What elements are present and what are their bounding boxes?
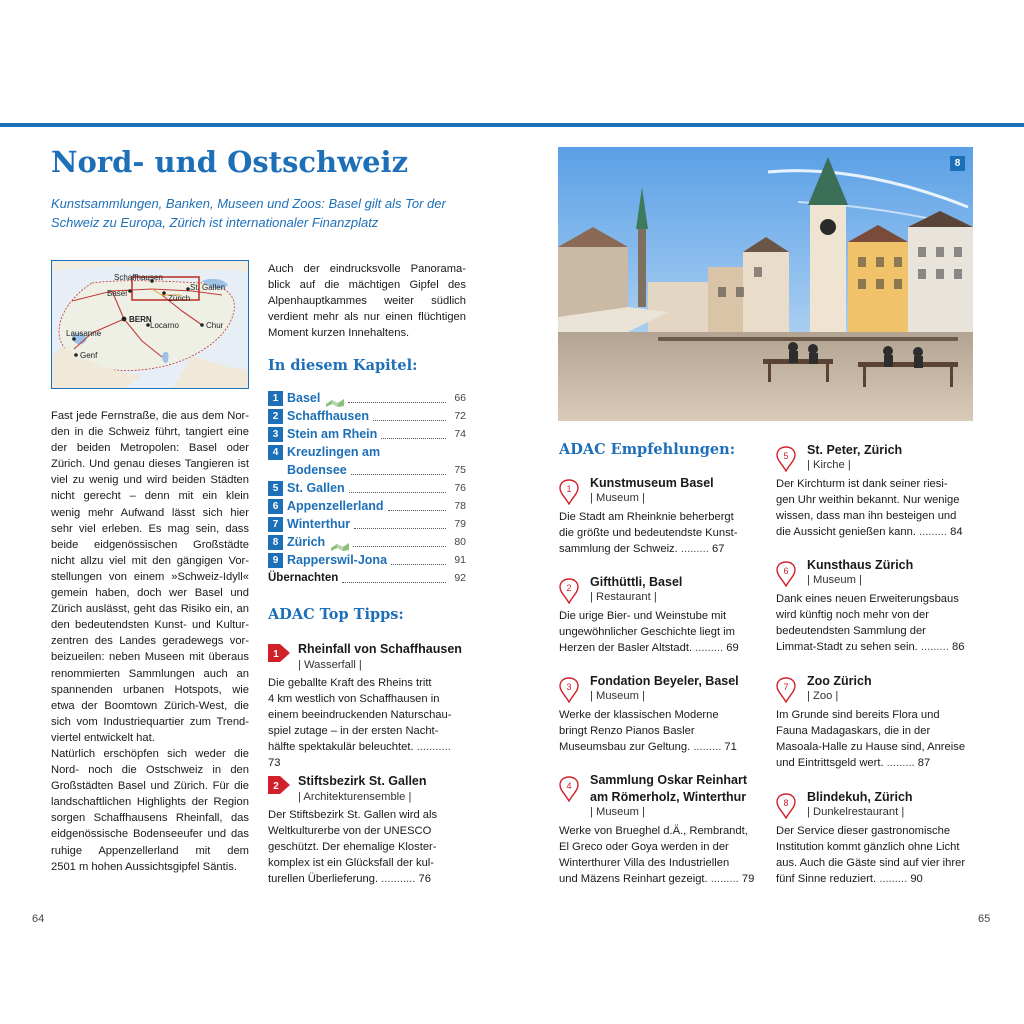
recommendation-title: Fondation Beyeler, Basel — [590, 674, 739, 688]
chapter-item-4-cont[interactable] — [268, 462, 466, 479]
body-line: landschaftlichen Highlights der Region — [51, 796, 249, 809]
zurich-photo — [558, 147, 973, 421]
desc-text: fünf Sinne reduziert. — [776, 873, 877, 886]
dot-leader: ......... — [690, 741, 725, 754]
recommendation-page: 71 — [724, 741, 737, 754]
desc-line — [776, 855, 974, 871]
map-label-st-gallen: St. Gallen — [190, 283, 226, 292]
top-tip-page: 73 — [268, 757, 281, 770]
chapter-item-page: 76 — [454, 482, 466, 494]
photo-location-badge: 8 — [950, 156, 965, 171]
recommendations-heading: ADAC Empfehlungen: — [559, 441, 736, 458]
body-line: viel zu wenig und wird beiden Städten — [51, 474, 249, 487]
desc-line — [776, 492, 974, 508]
desc-text: die Aussicht genießen kann. — [776, 526, 916, 539]
dot-leader — [388, 510, 446, 511]
chapter-item-7[interactable] — [268, 516, 466, 533]
location-pin-icon — [559, 479, 579, 505]
chapter-item-2[interactable] — [268, 408, 466, 425]
chapter-item-page: 91 — [454, 554, 466, 566]
dot-leader: ........... — [378, 873, 419, 886]
body-line: wenig mehr Aufwand lässt sich hier — [51, 506, 249, 519]
intro-text — [51, 408, 249, 875]
map-label-chur: Chur — [206, 321, 224, 330]
desc-line — [776, 623, 974, 639]
body-line: beizueilen: neben Museen mit überaus — [51, 651, 249, 664]
desc-text: Die urige Bier- und Weinstube mit — [559, 610, 727, 622]
desc-line — [776, 823, 974, 839]
recommendation-title: St. Peter, Zürich — [807, 443, 903, 457]
map-label-bern: BERN — [129, 315, 152, 324]
body-line: spannenden urbanen Hotspots, wie — [51, 683, 249, 696]
body-line: der beiden Metropolen: Basel oder — [51, 442, 249, 455]
top-tips-heading: ADAC Top Tipps: — [268, 606, 404, 623]
chapter-heading: In diesem Kapitel: — [268, 357, 418, 374]
chapter-item-4[interactable] — [268, 444, 466, 461]
chapter-item-page: 80 — [454, 536, 466, 548]
body-line: gemein haben, doch wer Basel und — [51, 587, 249, 600]
desc-text: Der Kirchturm ist dank seiner riesi- — [776, 478, 948, 490]
top-tip-title: Stiftsbezirk St. Gallen — [298, 774, 427, 788]
desc-text: Winterthurer Villa des Industriellen — [559, 857, 730, 870]
desc-text: Fauna Madagaskars, die in der — [776, 725, 931, 738]
chapter-item-name: Stein am Rhein — [287, 427, 378, 441]
chapter-item-6[interactable] — [268, 498, 466, 515]
recommendation-description — [776, 707, 974, 771]
chapter-item-1[interactable] — [268, 390, 466, 407]
chapter-item-page: 72 — [454, 410, 466, 422]
recommendation-category: | Restaurant | — [590, 591, 657, 603]
chapter-item-page: 79 — [454, 518, 466, 530]
body-line: Großstädten Basel und Zürich. Für die — [51, 780, 249, 793]
map-label-genf: Genf — [80, 351, 98, 360]
recommendation-description — [559, 707, 757, 755]
desc-text: aus. Auch die Gäste sind auf vier ihrer — [776, 857, 966, 870]
svg-text:8: 8 — [783, 798, 789, 808]
recommendation-category: | Museum | — [807, 574, 862, 586]
recommendation-category: | Dunkelrestaurant | — [807, 806, 905, 818]
body-line: Zürich auslässt, geht das Risiko ein, an — [51, 603, 249, 616]
desc-text: Werke von Brueghel d.Ä., Rembrandt, — [559, 825, 748, 837]
body-line: viertel entwickelt hat. — [51, 731, 155, 744]
top-tip-category: | Wasserfall | — [298, 659, 362, 671]
desc-line — [559, 707, 757, 723]
chapter-item-name: Schaffhausen — [287, 409, 369, 423]
chapter-item-name: St. Gallen — [287, 481, 345, 495]
body-line: den bedeutendsten Kunst- und Kultur- — [51, 619, 249, 632]
desc-line — [776, 739, 974, 755]
body-line: Natürlich erschöpfen sich weder die — [51, 747, 249, 760]
body-line: den in die Schweiz führt, tangiert eine — [51, 426, 249, 439]
desc-text: 4 km westlich von Schaffhausen in — [268, 693, 440, 706]
desc-line — [559, 624, 757, 640]
desc-line — [776, 871, 974, 887]
dot-leader: ........... — [413, 741, 451, 754]
dot-leader: ......... — [915, 526, 951, 539]
location-pin-icon — [559, 578, 579, 604]
desc-text: Werke der klassischen Moderne — [559, 709, 719, 721]
desc-text: wissen, dass man ihn besteigen und — [776, 510, 957, 523]
desc-text: spiel zutage – in der ersten Nacht- — [268, 725, 439, 738]
desc-line — [776, 524, 974, 540]
dot-leader — [354, 528, 446, 529]
zurich-photo-icon — [558, 147, 973, 421]
desc-text: Dank eines neuen Erweiterungsbaus — [776, 593, 959, 605]
desc-text: ungewöhnlicher Geschichte liegt im — [559, 626, 735, 639]
top-tip-title: Rheinfall von Schaffhausen — [298, 642, 462, 656]
dot-leader — [342, 582, 446, 583]
svg-text:5: 5 — [783, 451, 789, 461]
desc-line — [268, 691, 466, 707]
svg-text:1: 1 — [566, 484, 572, 494]
body-line: sehr viel erleben. Es mag sein, dass — [51, 522, 249, 535]
chapter-item-9[interactable] — [268, 552, 466, 569]
location-pin-icon — [776, 793, 796, 819]
chapter-item-number: 3 — [268, 427, 283, 442]
desc-text: Masoala-Halle zu Hause sind, Anreise — [776, 741, 966, 754]
desc-line — [559, 739, 757, 755]
chapter-item-name: Appenzellerland — [287, 499, 384, 513]
chapter-item-number: 4 — [268, 445, 283, 460]
desc-text: und Mäzens Reinhart gezeigt. — [559, 873, 708, 886]
chapter-item-name: Übernachten — [268, 572, 339, 584]
recommendation-page: 69 — [726, 642, 739, 655]
dot-leader: ......... — [876, 873, 911, 886]
recommendation-category: | Kirche | — [807, 459, 851, 471]
location-pin-icon — [776, 561, 796, 587]
desc-text: Limmat-Stadt zu sehen sein. — [776, 641, 918, 654]
dot-leader — [373, 420, 446, 421]
page-number-right: 65 — [978, 913, 991, 925]
chapter-item-page: 92 — [454, 572, 466, 584]
desc-line — [268, 823, 466, 839]
dot-leader: ......... — [692, 642, 727, 655]
desc-text: Der Service dieser gastronomische — [776, 825, 951, 837]
top-tip-arrow-icon — [268, 772, 290, 798]
recommendation-title: Zoo Zürich — [807, 674, 872, 688]
top-tip-arrow-icon — [268, 640, 290, 666]
chapter-item-3[interactable] — [268, 426, 466, 443]
recommendation-title: Gifthüttli, Basel — [590, 575, 683, 589]
chapter-item-number: 1 — [268, 391, 283, 406]
top-tip-page: 76 — [418, 873, 431, 886]
desc-line — [559, 608, 757, 624]
top-tip-description — [268, 675, 466, 772]
chapter-item-name-line2: Bodensee — [287, 463, 347, 477]
location-pin-icon — [776, 677, 796, 703]
map-label-schaffhausen: Schaffhausen — [114, 273, 163, 282]
desc-text: Museumsbau zur Geltung. — [559, 741, 691, 754]
svg-text:6: 6 — [783, 566, 789, 576]
desc-line — [268, 723, 466, 739]
desc-text: und Eintrittsgeld wert. — [776, 757, 884, 770]
chapter-item-number: 6 — [268, 499, 283, 514]
chapter-item-page: 66 — [454, 392, 466, 404]
desc-line — [776, 508, 974, 524]
desc-text: Institution kommt gänzlich ohne Licht — [776, 841, 960, 854]
recommendation-description — [776, 823, 974, 887]
location-pin-icon — [559, 677, 579, 703]
body-line: Moment kurzen Innehaltens. — [268, 327, 410, 340]
dot-leader — [391, 564, 446, 565]
recommendation-title: Kunstmuseum Basel — [590, 476, 714, 490]
dot-leader: ......... — [707, 873, 742, 886]
desc-line — [268, 871, 466, 887]
svg-text:2: 2 — [273, 781, 279, 792]
intro-text-continued — [268, 261, 466, 341]
dot-leader — [349, 492, 446, 493]
desc-line — [559, 509, 757, 525]
top-accent-bar — [0, 123, 1024, 127]
map-icon — [326, 394, 344, 403]
body-line: verdient mehr als nur einen flüchtigen — [268, 311, 466, 324]
desc-line — [559, 723, 757, 739]
recommendation-category: | Museum | — [590, 690, 645, 702]
desc-text: Der Stiftsbezirk St. Gallen wird als — [268, 809, 438, 821]
body-line: Nord- noch die Ostschweiz in den — [51, 764, 249, 777]
recommendation-title: Blindekuh, Zürich — [807, 790, 913, 804]
dot-leader: ......... — [917, 641, 952, 654]
desc-text: Die geballte Kraft des Rheins tritt — [268, 677, 432, 689]
chapter-item-page: 74 — [454, 428, 466, 440]
desc-line — [559, 541, 757, 557]
desc-text: hälfte spektakulär beleuchtet. — [268, 741, 414, 754]
map-icon — [331, 538, 349, 547]
top-tip-category: | Architekturensemble | — [298, 791, 412, 803]
chapter-item-8[interactable] — [268, 534, 466, 551]
body-line: etwa der Boomtown Zürich-West, die — [51, 699, 249, 712]
body-line: Alpenhauptkammes weiter südlich — [268, 295, 466, 308]
dot-leader — [381, 438, 446, 439]
body-line: Zürich. Und genau dieses Tangieren ist — [51, 458, 249, 471]
map-label-locarno: Locarno — [150, 321, 179, 330]
recommendation-title-line2: am Römerholz, Winterthur — [590, 790, 747, 804]
body-line: sorgen Schaffhausens Rheinfall, das — [51, 812, 249, 825]
location-pin-icon — [776, 446, 796, 472]
chapter-item-uebernachten[interactable] — [268, 570, 466, 587]
desc-line — [776, 607, 974, 623]
desc-text: El Greco oder Goya werden in der — [559, 841, 729, 854]
body-line: 2501 m hohen Aussichtsgipfel Säntis. — [51, 860, 237, 873]
svg-text:2: 2 — [566, 583, 572, 593]
svg-text:7: 7 — [783, 682, 789, 692]
desc-text: die größte und bedeutendste Kunst- — [559, 527, 738, 540]
desc-line — [559, 640, 757, 656]
desc-line — [776, 591, 974, 607]
desc-text: Weltkulturerbe von der UNESCO — [268, 825, 432, 838]
desc-text: Herzen der Basler Altstadt. — [559, 642, 693, 655]
desc-line — [776, 755, 974, 771]
recommendation-page: 67 — [711, 543, 725, 556]
body-line: stellungen von einem »Schweiz-Idyll« — [51, 570, 249, 583]
recommendation-title: Sammlung Oskar Reinhart — [590, 773, 747, 787]
desc-line — [559, 839, 757, 855]
desc-text: turellen Überlieferung. — [268, 873, 379, 886]
desc-line — [559, 823, 757, 839]
body-line: eidgenössische Bodenseeufer und das — [51, 828, 249, 841]
dot-leader — [348, 402, 446, 403]
recommendation-category: | Zoo | — [807, 690, 839, 702]
desc-text: wird künftig noch mehr von der — [776, 609, 929, 622]
svg-text:4: 4 — [566, 781, 572, 791]
desc-text: geschützt. Der ehemalige Kloster- — [268, 841, 437, 854]
body-line: renommierten Sammlungen auch an — [51, 667, 249, 680]
desc-text: Die Stadt am Rheinknie beherbergt — [559, 511, 734, 523]
svg-text:3: 3 — [566, 682, 572, 692]
chapter-item-number: 5 — [268, 481, 283, 496]
chapter-item-name: Winterthur — [287, 517, 351, 531]
desc-line — [776, 723, 974, 739]
recommendation-page: 79 — [741, 873, 755, 886]
desc-line — [268, 707, 466, 723]
recommendation-page: 86 — [951, 641, 965, 654]
desc-text: bedeutendsten Sammlung der — [776, 625, 926, 638]
recommendation-description — [776, 591, 974, 655]
chapter-item-page: 78 — [454, 500, 466, 512]
chapter-item-number: 7 — [268, 517, 283, 532]
desc-line — [268, 807, 466, 823]
desc-line — [268, 739, 466, 771]
recommendation-page: 90 — [910, 873, 923, 886]
body-line: sich vom Industriequartier zum Trend- — [51, 715, 249, 728]
desc-line — [559, 871, 757, 887]
body-line: zentren des Landes geradewegs vor- — [51, 635, 249, 648]
chapter-item-name: Zürich — [287, 535, 326, 549]
chapter-item-number: 2 — [268, 409, 283, 424]
desc-line — [776, 839, 974, 855]
desc-line — [268, 675, 466, 691]
svg-text:1: 1 — [273, 649, 279, 660]
recommendation-description — [559, 823, 757, 887]
desc-line — [268, 855, 466, 871]
desc-text: bringt Renzo Pianos Basler — [559, 725, 695, 738]
chapter-item-5[interactable] — [268, 480, 466, 497]
chapter-item-page: 75 — [454, 464, 466, 476]
top-tip-description — [268, 807, 466, 887]
desc-text: einem beeindruckenden Naturschau- — [268, 709, 452, 722]
recommendation-description — [776, 476, 974, 540]
map-label-zurich: Zürich — [168, 294, 191, 303]
desc-line — [559, 525, 757, 541]
desc-text: gen Uhr weithin bekannt. Nur wenige — [776, 494, 960, 507]
desc-text: Im Grunde sind bereits Flora und — [776, 709, 940, 721]
page-title: Nord- und Ostschweiz — [51, 145, 409, 179]
chapter-item-number: 9 — [268, 553, 283, 568]
desc-line — [268, 839, 466, 855]
body-line: nicht gerecht – denn mit ein klein — [51, 490, 249, 503]
desc-text: sammlung der Schweiz. — [559, 543, 678, 556]
location-pin-icon — [559, 776, 579, 802]
chapter-item-name: Kreuzlingen am — [287, 445, 381, 459]
page-number-left: 64 — [32, 913, 45, 925]
map-label-lausanne: Lausanne — [66, 329, 102, 338]
desc-line — [559, 855, 757, 871]
recommendation-description — [559, 608, 757, 656]
desc-line — [776, 476, 974, 492]
recommendation-title: Kunsthaus Zürich — [807, 558, 914, 572]
overview-map — [51, 260, 249, 389]
body-line: Auch der eindrucksvolle Panorama- — [268, 263, 466, 275]
body-line: blick auf die mächtigen Gipfel des — [268, 279, 466, 292]
chapter-item-name: Rapperswil-Jona — [287, 553, 388, 567]
page-subtitle: Kunstsammlungen, Banken, Museen und Zoos: Basel gilt als Tor der Schweiz zu Europa, Zürich ist internationaler Finanzplatz — [51, 196, 446, 230]
body-line: ruhige Appenzellerland mit dem — [51, 844, 249, 857]
dot-leader: ......... — [677, 543, 712, 556]
dot-leader — [351, 474, 446, 475]
recommendation-page: 87 — [917, 757, 931, 770]
desc-line — [776, 639, 974, 655]
dot-leader: ......... — [883, 757, 918, 770]
map-label-basel: Basel — [107, 289, 128, 298]
body-line: beide eidgenössischen Großstädte — [51, 538, 249, 551]
dot-leader — [353, 546, 446, 547]
body-line: Fast jede Fernstraße, die aus dem Nor- — [51, 410, 249, 422]
body-line: nicht allzu viel mit den gängigen Vor- — [51, 554, 249, 567]
recommendation-category: | Museum | — [590, 806, 645, 818]
desc-line — [776, 707, 974, 723]
recommendation-description — [559, 509, 757, 557]
chapter-item-name: Basel — [287, 391, 321, 405]
chapter-item-number: 8 — [268, 535, 283, 550]
recommendation-category: | Museum | — [590, 492, 645, 504]
recommendation-page: 84 — [950, 526, 963, 539]
desc-text: komplex ist ein Glücksfall der kul- — [268, 857, 435, 870]
